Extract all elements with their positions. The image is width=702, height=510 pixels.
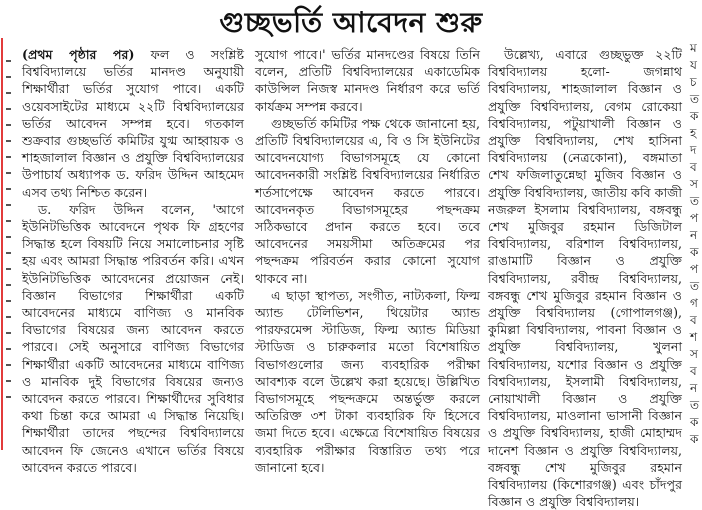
column-2-paragraph-2: গুচ্ছভর্তি কমিটির পক্ষ থেকে জানানো হয়, প্রতিটি বিশ্ববিদ্যালয়ের এ, বি ও সি ইউনিটের আবেদনযোগ্য বিভাগসমূহে যে কোনো আবেদনকারী সংশ্লিষ্ট বিশ্ববিদ্যালয়ের নির্ধারিত শর্তসাপেক্ষে আবেদন করতে পারবে। আবেদনকৃত বিভাগসমূহের পছন্দক্রম সঠিকভাবে প্রদান করতে হবে। তবে আবেদনের সময়সীমা অতিক্রমের পর পছন্দক্রম পরিবর্তন করার কোনো সুযোগ থাকবে না। xyxy=(255,115,480,286)
fragment-letter: প xyxy=(690,211,699,225)
fragment-letter: ত xyxy=(690,398,700,412)
column-1-paragraph-1-text: ফল ও সংশ্লিষ্ট বিশ্ববিদ্যালয়ে ভর্তির মানদণ্ড অনুযায়ী শিক্ষার্থীরা ভর্তির সুযোগ পাবে। একটি ওয়েবসাইটের মাধ্যমে ২২টি বিশ্ববিদ্যালয়ের ভর্তির আবেদন সম্পন্ন হবে। গতকাল শুক্রবার গুচ্ছভর্তি কমিটির যুগ্ম আহ্বায়ক ও শাহজালাল বিজ্ঞান ও প্রযুক্তি বিশ্ববিদ্যালয়ের উপাচার্য অধ্যাপক ড. ফরিদ উদ্দিন আহমেদ এসব তথ্য নিশ্চিত করেন। xyxy=(22,47,244,200)
fragment-letter: হ xyxy=(690,126,697,140)
fragment-letter: ত xyxy=(690,92,700,106)
fragment-letter: ক xyxy=(690,432,699,446)
column-1-paragraph-2: ড. ফরিদ উদ্দিন বলেন, 'আগে ইউনিটভিত্তিক আবেদনে পৃথক ফি গ্রহণের সিদ্ধান্ত হলে বিষয়টি নিয়ে সমালোচনার সৃষ্টি হয় এবং আমরা সিদ্ধান্ত পরিবর্তন করি। এখন ইউনিটভিত্তিক আবেদনের প্রয়োজন নেই। বিজ্ঞান বিভাগের শিক্ষার্থীরা একটি আবেদনের মাধ্যমে বাণিজ্য ও মানবিক বিভাগের বিষয়ের জন্য আবেদন করতে পারবে। সেই অনুসারে বাণিজ্য বিভাগের শিক্ষার্থীরা একটি আবেদনের মাধ্যমে বাণিজ্য ও মানবিক দুই বিভাগের বিষয়ের জন্যও আবেদন করতে পারবে। শিক্ষার্থীদের সুবিধার কথা চিন্তা করে আমরা এ সিদ্ধান্ত নিয়েছি। শিক্ষার্থীরা তাদের পছন্দের বিশ্ববিদ্যালয়ে আবেদন ফি জেনেও এখানে ভর্তির বিষয়ে আবেদন করতে পারবে। xyxy=(22,201,244,475)
column-2-paragraph-1: সুযোগ পাবে।' ভর্তির মানদণ্ডের বিষয়ে তিনি বলেন, প্রতিটি বিশ্ববিদ্যালয়ের একাডেমিক কাউন্সিল নিজস্ব মানদণ্ড নির্ধারণ করে ভর্তি কার্যক্রম সম্পন্ন করবে। xyxy=(255,47,480,114)
adjacent-article-fragment xyxy=(690,40,702,450)
fragment-letter: ব xyxy=(690,160,697,174)
fragment-letter: ত xyxy=(690,279,700,293)
fragment-letter: য xyxy=(690,58,697,72)
article-column-3 xyxy=(488,46,682,510)
column-1-paragraph-1 xyxy=(22,46,244,201)
column-3-paragraph-1: উল্লেখ্য, এবারে গুচ্ছভুক্ত ২২টি বিশ্ববিদ্যালয় হলো- জগন্নাথ বিশ্ববিদ্যালয়, শাহজালাল বিজ্ঞান ও প্রযুক্তি বিশ্ববিদ্যালয়, বেগম রোকেয়া বিশ্ববিদ্যালয়, পটুয়াখালী বিজ্ঞান ও প্রযুক্তি বিশ্ববিদ্যালয়, শেখ হাসিনা বিশ্ববিদ্যালয় (নেত্রকোনা), বঙ্গমাতা শেখ ফজিলাতুন্নেছা মুজিব বিজ্ঞান ও প্রযুক্তি বিশ্ববিদ্যালয়, জাতীয় কবি কাজী নজরুল ইসলাম বিশ্ববিদ্যালয়, বঙ্গবন্ধু শেখ মুজিবুর রহমান ডিজিটাল বিশ্ববিদ্যালয়, বরিশাল বিশ্ববিদ্যালয়, রাঙামাটি বিজ্ঞান ও প্রযুক্তি বিশ্ববিদ্যালয়, রবীন্দ্র বিশ্ববিদ্যালয়, বঙ্গবন্ধু শেখ মুজিবুর রহমান বিজ্ঞান ও প্রযুক্তি বিশ্ববিদ্যালয় (গোপালগঞ্জ), কুমিল্লা বিশ্ববিদ্যালয়, পাবনা বিজ্ঞান ও প্রযুক্তি বিশ্ববিদ্যালয়, খুলনা বিশ্ববিদ্যালয়, যশোর বিজ্ঞান ও প্রযুক্তি বিশ্ববিদ্যালয়, ইসলামী বিশ্ববিদ্যালয়, নোয়াখালী বিজ্ঞান ও প্রযুক্তি বিশ্ববিদ্যালয়, মাওলানা ভাসানী বিজ্ঞান ও প্রযুক্তি বিশ্ববিদ্যালয়, হাজী মোহাম্মদ দানেশ বিজ্ঞান ও প্রযুক্তি বিশ্ববিদ্যালয়, বঙ্গবন্ধু শেখ মুজিবুর রহমান বিশ্ববিদ্যালয় (কিশোরগঞ্জ) এবং চাঁদপুর বিজ্ঞান ও প্রযুক্তি বিশ্ববিদ্যালয়। xyxy=(488,47,682,510)
fragment-letter: ব xyxy=(690,313,697,327)
fragment-letter: ব xyxy=(690,364,697,378)
fragment-letter: চ xyxy=(690,75,697,89)
fragment-letter: ক xyxy=(690,415,699,429)
fragment-letter: গ xyxy=(690,296,698,310)
fragment-letter: ক xyxy=(690,245,699,259)
fragment-letter: দ xyxy=(690,143,697,157)
headline: গুচ্ছভর্তি আবেদন শুরু xyxy=(219,6,483,39)
article-column-1 xyxy=(22,46,244,475)
fragment-letter: প xyxy=(690,262,699,276)
adjacent-article-edge xyxy=(6,60,16,440)
fragment-letter: ন xyxy=(690,381,698,395)
fragment-letter: ন xyxy=(690,228,698,242)
article-column-2 xyxy=(255,46,480,475)
fragment-letter: শ xyxy=(690,330,698,344)
fragment-letter: ক xyxy=(690,109,699,123)
fragment-letter: স xyxy=(690,347,698,361)
column-2-paragraph-3: এ ছাড়া স্থাপত্য, সংগীত, নাট্যকলা, ফিল্ম অ্যান্ড টেলিভিশন, থিয়েটার অ্যান্ড পারফরমেন্স স্টাডিজ, ফিল্ম অ্যান্ড মিডিয়া স্টাডিজ ও চারুকলার মতো বিশেষায়িত বিভাগগুলোর জন্য ব্যবহারিক পরীক্ষা আবশ্যক বলে উল্লেখ করা হয়েছে। উল্লিখিত বিভাগসমূহে পছন্দক্রমে অন্তর্ভুক্ত করলে অতিরিক্ত ৩শ টাকা ব্যবহারিক ফি হিসেবে জমা দিতে হবে। এক্ষেত্রে বিশেষায়িত বিষয়ের ব্যবহারিক পরীক্ষার বিস্তারিত তথ্য পরে জানানো হবে। xyxy=(255,287,480,475)
fragment-letter: স xyxy=(690,177,698,191)
fragment-letter: ম xyxy=(690,41,697,55)
fragment-letter: ত xyxy=(690,194,700,208)
left-column-rule xyxy=(1,38,3,450)
continued-from-label: (প্রথম পৃষ্ঠার পর) xyxy=(22,47,135,62)
